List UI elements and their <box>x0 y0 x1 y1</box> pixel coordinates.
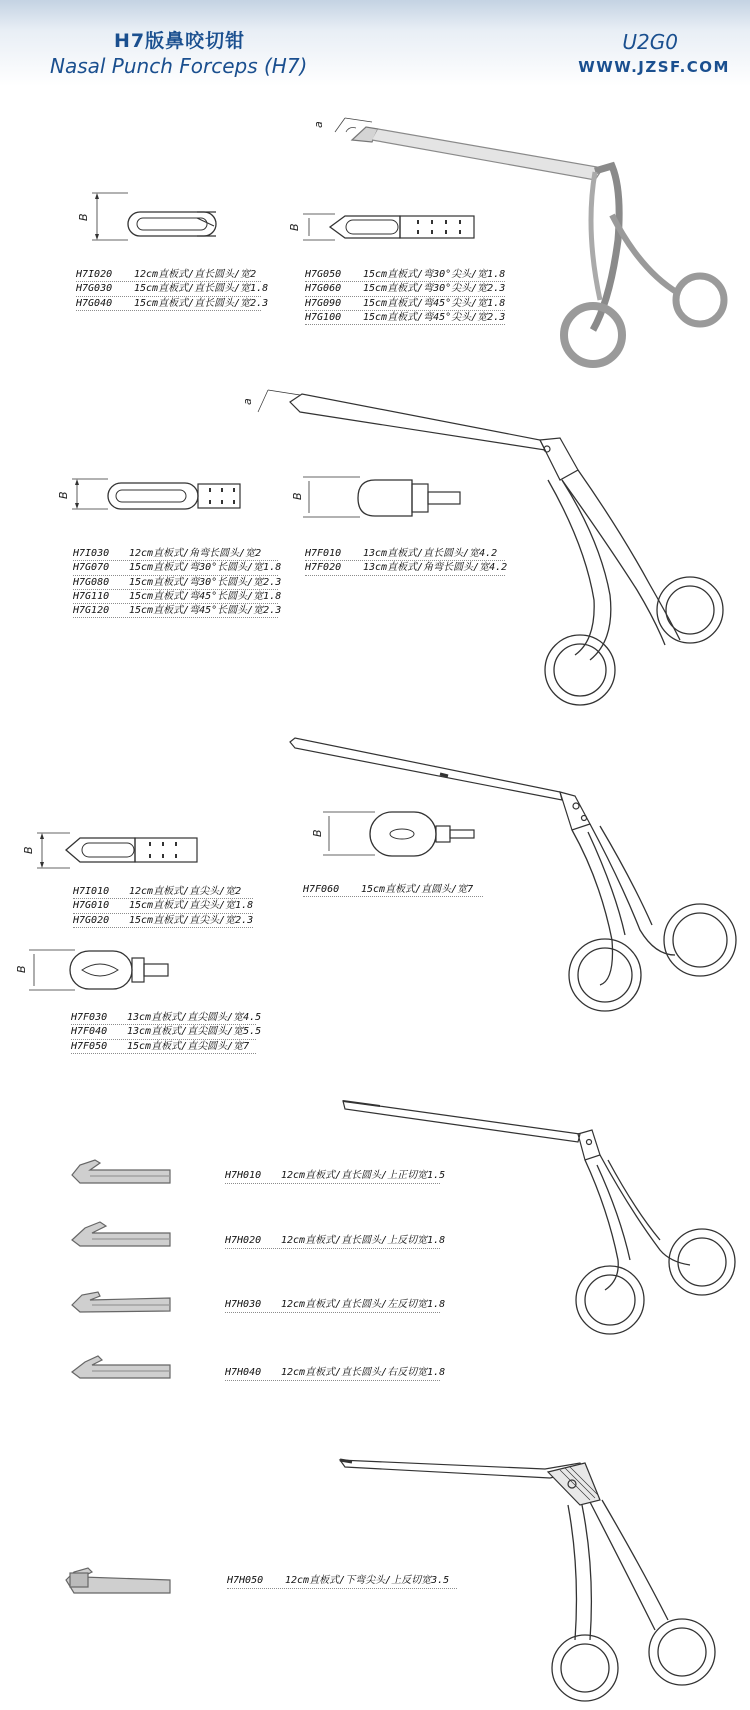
spec-row: H7I020 12cm直板式/直长圆头/宽2 <box>76 268 261 282</box>
section4-spec-row: H7H020 12cm直板式/直长圆头/上反切宽1.8 <box>225 1234 440 1249</box>
spec-row: H7G070 15cm直板式/弯30°长圆头/宽1.8 <box>73 561 278 575</box>
angle-a-label: a <box>241 398 254 405</box>
spec-row: H7G030 15cm直板式/直长圆头/宽1.8 <box>76 282 261 296</box>
section3-left-spec-table <box>73 885 253 928</box>
section4-spec-row: H7H030 12cm直板式/直长圆头/左反切宽1.8 <box>225 1298 440 1313</box>
section3-tip-oval-diagram <box>323 812 474 856</box>
product-title-chinese: H7版鼻咬切钳 <box>114 30 246 52</box>
spec-row: H7G050 15cm直板式/弯30°尖头/宽1.8 <box>305 268 505 282</box>
spec-row: H7G090 15cm直板式/弯45°尖头/宽1.8 <box>305 297 505 311</box>
angle-a-label: a <box>312 121 325 128</box>
spec-row: H7I010 12cm直板式/直尖头/宽2 <box>73 885 253 899</box>
spec-row: H7F060 15cm直板式/直圆头/宽7 <box>303 883 483 897</box>
spec-row: H7F030 13cm直板式/直尖圆头/宽4.5 <box>71 1011 256 1025</box>
spec-row: H7G080 15cm直板式/弯30°长圆头/宽2.3 <box>73 576 278 590</box>
spec-row: H7I030 12cm直板式/角弯长圆头/宽2 <box>73 547 278 561</box>
section2-left-spec-table <box>73 547 282 618</box>
section2-right-spec-table <box>305 547 508 576</box>
dimension-b-label: B <box>311 829 324 837</box>
section3-right-spec-table <box>303 883 483 897</box>
spec-row: H7G010 15cm直板式/直尖头/宽1.8 <box>73 899 253 913</box>
spec-row: H7G110 15cm直板式/弯45°长圆头/宽1.8 <box>73 590 278 604</box>
section5-tip-photo <box>66 1568 170 1593</box>
spec-row: H7G100 15cm直板式/弯45°尖头/宽2.3 <box>305 311 505 325</box>
section2-tip-wide-diagram <box>303 477 460 517</box>
dimension-b-label: B <box>291 492 304 500</box>
spec-row: H7G120 15cm直板式/弯45°长圆头/宽2.3 <box>73 604 278 618</box>
spec-row: H7F050 15cm直板式/直尖圆头/宽7 <box>71 1040 256 1054</box>
dimension-b-label: B <box>77 213 90 221</box>
dimension-b-label: B <box>288 223 301 231</box>
section3-tip-diamond-diagram <box>29 950 168 990</box>
section3-tip-pointed-diagram <box>37 833 197 868</box>
catalog-code: U2G0 <box>622 30 678 54</box>
section1-tip-straight-diagram <box>92 193 216 240</box>
spec-row: H7G020 15cm直板式/直尖头/宽2.3 <box>73 914 253 928</box>
section1-left-spec-table <box>76 268 269 311</box>
spec-row: H7G060 15cm直板式/弯30°尖头/宽2.3 <box>305 282 505 296</box>
spec-row: H7F040 13cm直板式/直尖圆头/宽5.5 <box>71 1025 256 1039</box>
product-title-english: Nasal Punch Forceps (H7) <box>50 54 308 78</box>
section4-tip-photos <box>72 1160 170 1378</box>
section4-spec-row: H7H010 12cm直板式/直长圆头/上正切宽1.5 <box>225 1169 440 1184</box>
section5-spec-row: H7H050 12cm直板式/下弯尖头/上反切宽3.5 <box>227 1574 457 1589</box>
spec-row: H7F020 13cm直板式/角弯长圆头/宽4.2 <box>305 561 505 575</box>
website-link[interactable]: WWW.JZSF.COM <box>578 58 730 76</box>
dimension-b-label: B <box>22 846 35 854</box>
dimension-b-label: B <box>15 965 28 973</box>
section4-spec-row: H7H040 12cm直板式/直长圆头/右反切宽1.8 <box>225 1366 440 1381</box>
spec-row: H7G040 15cm直板式/直长圆头/宽2.3 <box>76 297 261 311</box>
section1-right-spec-table <box>305 268 505 325</box>
dimension-b-label: B <box>57 491 70 499</box>
section3-lower-spec-table <box>71 1011 262 1054</box>
section1-forceps-photo <box>335 118 724 364</box>
section3-forceps-drawing <box>290 738 736 1011</box>
section1-tip-pointed-diagram <box>303 214 474 240</box>
section2-tip-long-diagram <box>72 479 240 509</box>
spec-row: H7F010 13cm直板式/直长圆头/宽4.2 <box>305 547 505 561</box>
